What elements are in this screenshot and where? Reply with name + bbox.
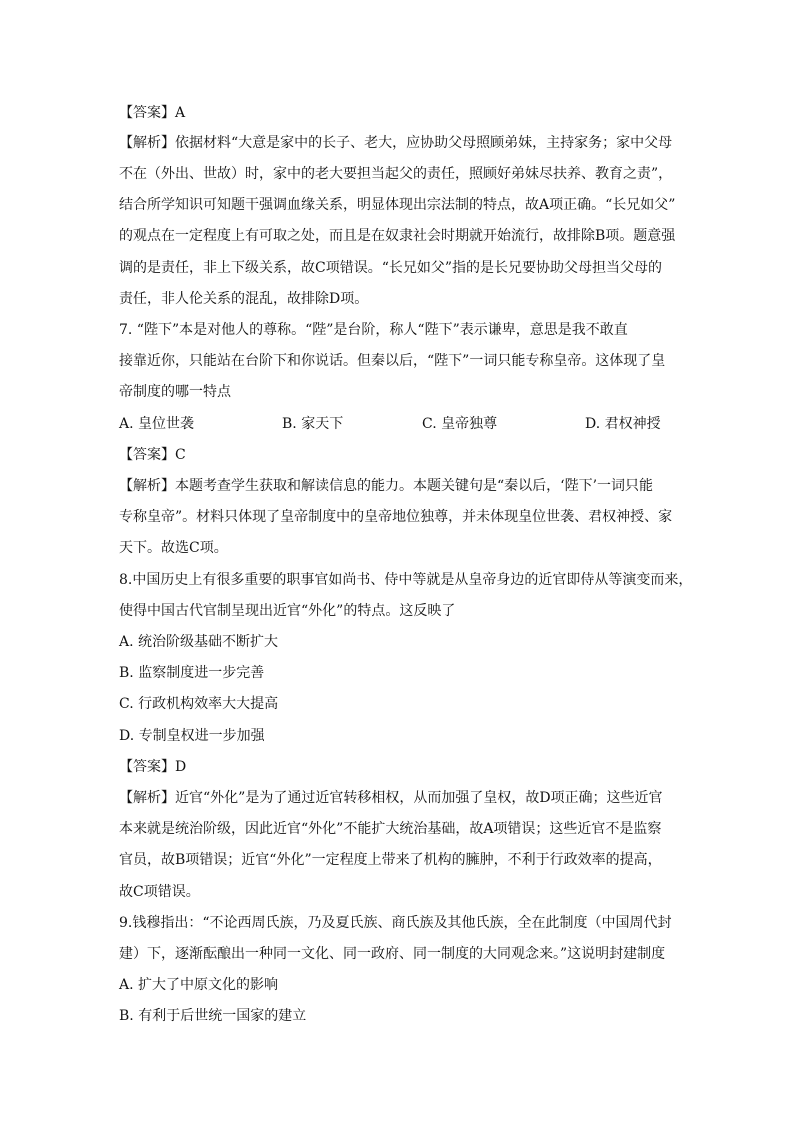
analysis-line: 【解析】本题考查学生获取和解读信息的能力。本题关键句是“秦以后，‘陛下’一词只能: [119, 478, 654, 494]
analysis-line: 故C项错误。: [119, 884, 200, 900]
option-b: B. 监察制度进一步完善: [119, 665, 265, 681]
question-8-line: 使得中国古代官制呈现出近官“外化”的特点。这反映了: [119, 603, 456, 619]
analysis-line: 【解析】依据材料“大意是家中的长子、老大，应协助父母照顾弟妹，主持家务；家中父母: [119, 135, 673, 151]
answer-label: 【答案】D: [119, 759, 187, 775]
analysis-line: 【解析】近官“外化”是为了通过近官转移相权，从而加强了皇权，故D项正确；这些近官: [119, 790, 663, 806]
option-d: D. 专制皇权进一步加强: [119, 728, 265, 744]
analysis-line: 结合所学知识可知题干强调血缘关系，明显体现出宗法制的特点，故A项正确。“长兄如父”: [119, 197, 676, 213]
option-b: B. 家天下: [282, 416, 344, 432]
question-7-line: 接靠近你，只能站在台阶下和你说话。但秦以后，“陛下”一词只能专称皇帝。这体现了皇: [119, 353, 666, 369]
question-7-options: [119, 414, 699, 434]
answer-label: 【答案】A: [119, 105, 186, 121]
option-c: C. 行政机构效率大大提高: [119, 696, 279, 712]
analysis-line: 调的是责任，非上下级关系，故C项错误。“长兄如父”指的是长兄要协助父母担当父母的: [119, 260, 663, 276]
answer-label: 【答案】C: [119, 447, 186, 463]
option-a: A. 扩大了中原文化的影响: [119, 977, 279, 993]
option-a: A. 统治阶级基础不断扩大: [119, 634, 279, 650]
option-d: D. 君权神授: [585, 416, 661, 432]
analysis-line: 本来就是统治阶级，因此近官“外化”不能扩大统治基础，故A项错误；这些近官不是监察: [119, 821, 662, 837]
question-9-line: 9.钱穆指出：“不论西周氏族，乃及夏氏族、商氏族及其他氏族，全在此制度（中国周代封: [119, 915, 672, 931]
option-b: B. 有利于后世统一国家的建立: [119, 1008, 307, 1024]
analysis-line: 不在（外出、世故）时，家中的老大要担当起父的责任，照顾好弟妹尽扶养、教育之责”，: [119, 166, 673, 182]
analysis-line: 天下。故选C项。: [119, 540, 228, 556]
analysis-line: 专称皇帝”。材料只体现了皇帝制度中的皇帝地位独尊，并未体现皇位世袭、君权神授、家: [119, 509, 673, 525]
question-9-line: 建）下，逐渐酝酿出一种同一文化、同一政府、同一制度的大同观念来。”这说明封建制度: [119, 946, 666, 962]
option-c: C. 皇帝独尊: [422, 416, 498, 432]
analysis-line: 的观点在一定程度上有可取之处，而且是在奴隶社会时期就开始流行，故排除B项。题意强: [119, 228, 676, 244]
analysis-line: 责任，非人伦关系的混乱，故排除D项。: [119, 291, 369, 307]
question-7-line: 帝制度的哪一特点: [119, 384, 231, 400]
question-8-line: 8.中国历史上有很多重要的职事官如尚书、侍中等就是从皇帝身边的近官即侍从等演变而来，: [119, 572, 693, 588]
option-a: A. 皇位世袭: [119, 416, 195, 432]
question-7-line: 7. “陛下”本是对他人的尊称。“陛”是台阶，称人“陛下”表示谦卑，意思是我不敢直: [119, 322, 628, 338]
analysis-line: 官员，故B项错误；近官“外化”一定程度上带来了机构的臃肿，不利于行政效率的提高，: [119, 852, 662, 868]
